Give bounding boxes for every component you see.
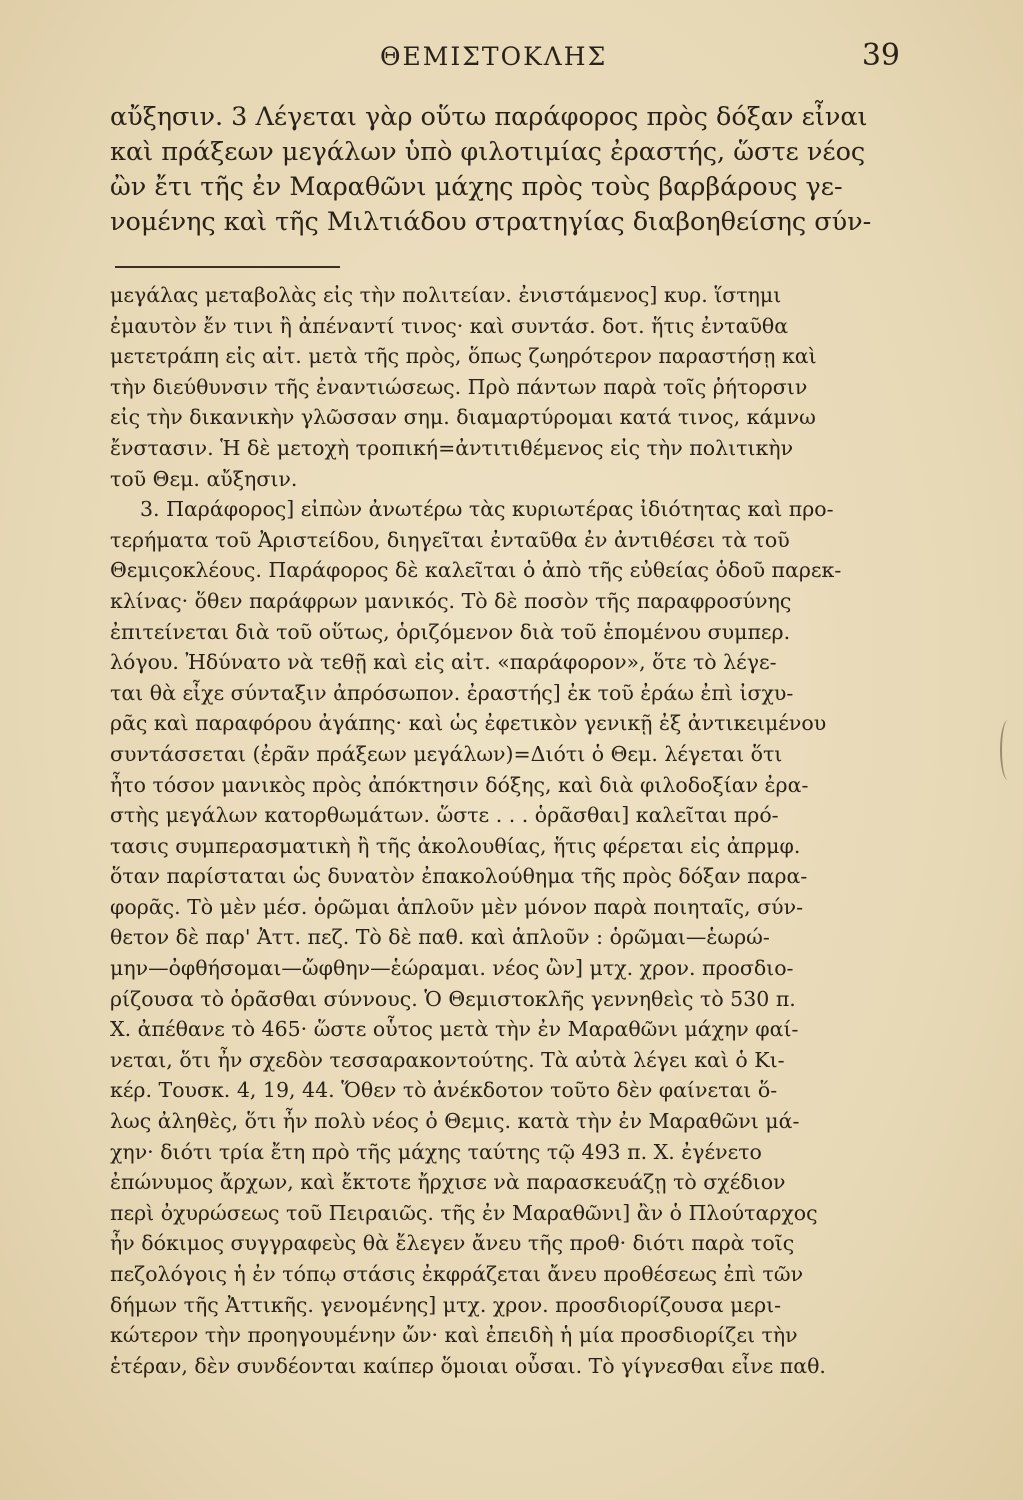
note-line: τερήματα τοῦ Ἀριστείδου, διηγεῖται ἐνταῦθα ἐν ἀντιθέσει τὰ τοῦ <box>110 527 790 552</box>
note-line: δήμων τῆς Ἀττικῆς. γενομένης] μτχ. χρον. προσδιορίζουσα μερι- <box>110 1292 782 1317</box>
main-line: καὶ πράξεων μεγάλων ὑπὸ φιλοτιμίας ἐραστής, ὥστε νέος <box>110 137 866 167</box>
note-line: τὴν διεύθυνσιν τῆς ἐναντιώσεως. Πρὸ πάντων παρὰ τοῖς ῥήτορσιν <box>110 374 808 399</box>
note-line: συντάσσεται (ἐρᾶν πράξεων μεγάλων)=Διότι ὁ Θεμ. λέγεται ὅτι <box>110 741 783 766</box>
note-line: φορᾶς. Τὸ μὲν μέσ. ὁρῶμαι ἁπλοῦν μὲν μόνον παρὰ ποιηταῖς, σύν- <box>110 894 804 919</box>
note-line: ἦν δόκιμος συγγραφεὺς θὰ ἔλεγεν ἄνευ τῆς προθ· διότι παρὰ τοῖς <box>110 1231 795 1256</box>
note-line: λως ἀληθὲς, ὅτι ἦν πολὺ νέος ὁ Θεμις. κατὰ τὴν ἐν Μαραθῶνι μά- <box>110 1109 800 1134</box>
note-line: 3. Παράφορος] εἰπὼν ἀνωτέρω τὰς κυριωτέρας ἰδιότητας καὶ προ- <box>140 497 834 522</box>
note-line: ἐπώνυμος ἄρχων, καὶ ἔκτοτε ἤρχισε νὰ παρασκευάζῃ τὸ σχέδιον <box>110 1170 786 1195</box>
note-line: ἦτο τόσον μανικὸς πρὸς ἀπόκτησιν δόξης, καὶ διὰ φιλοδοξίαν ἐρα- <box>110 772 809 797</box>
note-line: ἑτέραν, δὲν συνδέονται καίπερ ὅμοιαι οὖσαι. Τὸ γίγνεσθαι εἶνε παθ. <box>110 1353 826 1378</box>
note-line: ὅταν παρίσταται ὡς δυνατὸν ἐπακολούθημα τῆς πρὸς δόξαν παρα- <box>110 864 808 889</box>
note-line: Θεμιςοκλέους. Παράφορος δὲ καλεῖται ὁ ἀπὸ τῆς εὐθείας ὁδοῦ παρεκ- <box>110 558 842 583</box>
note-line: κέρ. Τουσκ. 4, 19, 44. Ὅθεν τὸ ἀνέκδοτον τοῦτο δὲν φαίνεται ὅ- <box>110 1078 778 1103</box>
note-line: μην—ὀφθήσομαι—ὤφθην—ἑώραμαι. νέος ὢν] μτχ. χρον. προσδιο- <box>110 956 794 981</box>
note-line: ρίζουσα τὸ ὁρᾶσθαι σύννους. Ὁ Θεμιστοκλῆς γεννηθεὶς τὸ 530 π. <box>110 986 796 1011</box>
main-text <box>110 100 910 240</box>
main-line: αὔξησιν. 3 Λέγεται γὰρ οὕτω παράφορος πρὸς δόξαν εἶναι <box>110 102 868 132</box>
commentary-notes <box>110 280 910 1381</box>
footnote-divider <box>115 266 340 268</box>
note-line: περὶ ὀχυρώσεως τοῦ Πειραιῶς. τῆς ἐν Μαραθῶνι] ἂν ὁ Πλούταρχος <box>110 1200 818 1225</box>
note-line: κλίνας· ὅθεν παράφρων μανικός. Τὸ δὲ ποσὸν τῆς παραφροσύνης <box>110 588 792 613</box>
note-line: ἔνστασιν. Ἡ δὲ μετοχὴ τροπική=ἀντιτιθέμενος εἰς τὴν πολιτικὴν <box>110 435 794 460</box>
note-line: χην· διότι τρία ἔτη πρὸ τῆς μάχης ταύτης τῷ 493 π. Χ. ἐγένετο <box>110 1139 762 1164</box>
note-line: θετον δὲ παρ' Ἀττ. πεζ. Τὸ δὲ παθ. καὶ ἁπλοῦν : ὁρῶμαι—ἑωρώ- <box>110 925 770 950</box>
main-line: ὢν ἔτι τῆς ἐν Μαραθῶνι μάχης πρὸς τοὺς βαρβάρους γε- <box>110 172 843 202</box>
page-edge-mark <box>1000 720 1016 780</box>
note-line: ται θὰ εἶχε σύνταξιν ἀπρόσωπον. ἐραστής] ἐκ τοῦ ἐράω ἐπὶ ἰσχυ- <box>110 680 794 705</box>
note-line: νεται, ὅτι ἦν σχεδὸν τεσσαρακοντούτης. Τὰ αὐτὰ λέγει καὶ ὁ Κι- <box>110 1047 785 1072</box>
note-line: τοῦ Θεμ. αὔξησιν. <box>110 466 298 491</box>
note-line: ρᾶς καὶ παραφόρου ἀγάπης· καὶ ὡς ἐφετικὸν γενικῇ ἐξ ἀντικειμένου <box>110 711 827 736</box>
note-line: ἐπιτείνεται διὰ τοῦ οὕτως, ὁριζόμενον διὰ τοῦ ἑπομένου συμπερ. <box>110 619 791 644</box>
note-line: πεζολόγοις ἡ ἐν τόπῳ στάσις ἐκφράζεται ἄνευ προθέσεως ἐπὶ τῶν <box>110 1262 804 1286</box>
note-line: Χ. ἀπέθανε τὸ 465· ὥστε οὗτος μετὰ τὴν ἐν Μαραθῶνι μάχην φαί- <box>110 1017 799 1042</box>
main-line: νομένης καὶ τῆς Μιλτιάδου στρατηγίας διαβοηθείσης σύν- <box>110 207 872 237</box>
note-line: στὴς μεγάλων κατορθωμάτων. ὥστε . . . ὁρᾶσθαι] καλεῖται πρό- <box>110 803 779 828</box>
note-line: τασις συμπερασματικὴ ἢ τῆς ἀκολουθίας, ἥτις φέρεται εἰς ἀπρμφ. <box>110 833 801 858</box>
page-number: 39 <box>861 38 900 73</box>
running-title: ΘΕΜΙΣΤΟΚΛΗΣ <box>380 42 608 71</box>
note-line: μετετράπη εἰς αἰτ. μετὰ τῆς πρὸς, ὅπως ζωηρότερον παραστήσῃ καὶ <box>110 344 817 369</box>
note-line: λόγου. Ἠδύνατο νὰ τεθῇ καὶ εἰς αἰτ. «παράφορον», ὅτε τὸ λέγε- <box>110 650 777 675</box>
note-line: μεγάλας μεταβολὰς εἰς τὴν πολιτείαν. ἐνιστάμενος] κυρ. ἵστημι <box>110 283 782 307</box>
page-header <box>110 38 900 78</box>
note-line: εἰς τὴν δικανικὴν γλῶσσαν σημ. διαμαρτύρομαι κατά τινος, κάμνω <box>110 405 816 430</box>
note-line: κώτερον τὴν προηγουμένην ὤν· καὶ ἐπειδὴ ἡ μία προσδιορίζει τὴν <box>110 1323 798 1348</box>
note-line: ἐμαυτὸν ἔν τινι ἢ ἀπέναντί τινος· καὶ συντάσ. δοτ. ἥτις ἐνταῦθα <box>110 313 789 338</box>
